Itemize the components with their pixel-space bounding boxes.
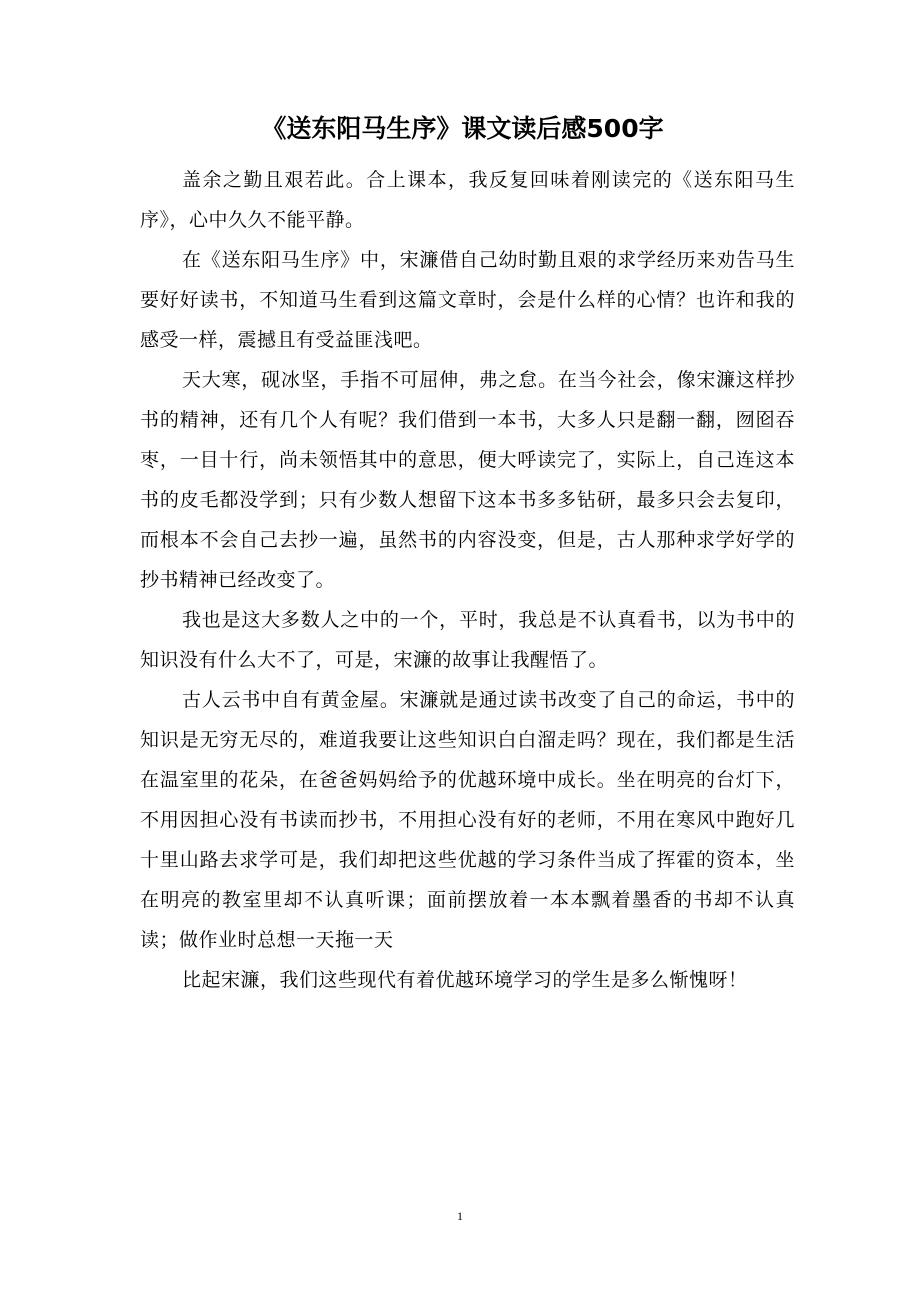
paragraph-4: 我也是这大多数人之中的一个，平时，我总是不认真看书，以为书中的知识没有什么大不了，可是，宋濂的故事让我醒悟了。 [140, 609, 795, 671]
document-title: 《送东阳马生序》课文读后感500字 [261, 114, 664, 143]
paragraph-1: 盖余之勤且艰若此。合上课本，我反复回味着刚读完的《送东阳马生序》，心中久久不能平静。 [140, 169, 795, 231]
page-number: 1 [457, 1209, 463, 1223]
document-body [140, 160, 795, 1000]
paragraph-2: 在《送东阳马生序》中，宋濂借自己幼时勤且艰的求学经历来劝告马生要好好读书，不知道马生看到这篇文章时，会是什么样的心情？也许和我的感受一样，震撼且有受益匪浅吧。 [140, 249, 795, 351]
paragraph-6: 比起宋濂，我们这些现代有着优越环境学习的学生是多么惭愧呀！ [182, 969, 748, 991]
paragraph-3: 天大寒，砚冰坚，手指不可屈伸，弗之怠。在当今社会，像宋濂这样抄书的精神，还有几个人有呢？我们借到一本书，大多人只是翻一翻，囫囵吞枣，一目十行，尚未领悟其中的意思，便大呼读完了，实际上，自己连这本书的皮毛都没学到；只有少数人想留下这本书多多钻研，最多只会去复印，而根本不会自己去抄一遍，虽然书的内容没变，但是，古人那种求学好学的抄书精神已经改变了。 [140, 369, 795, 591]
paragraph-5: 古人云书中自有黄金屋。宋濂就是通过读书改变了自己的命运，书中的知识是无穷无尽的，难道我要让这些知识白白溜走吗？现在，我们都是生活在温室里的花朵，在爸爸妈妈给予的优越环境中成长。坐在明亮的台灯下，不用因担心没有书读而抄书，不用担心没有好的老师，不用在寒风中跑好几十里山路去求学可是，我们却把这些优越的学习条件当成了挥霍的资本，坐在明亮的教室里却不认真听课；面前摆放着一本本飘着墨香的书却不认真读；做作业时总想一天拖一天 [140, 689, 795, 951]
